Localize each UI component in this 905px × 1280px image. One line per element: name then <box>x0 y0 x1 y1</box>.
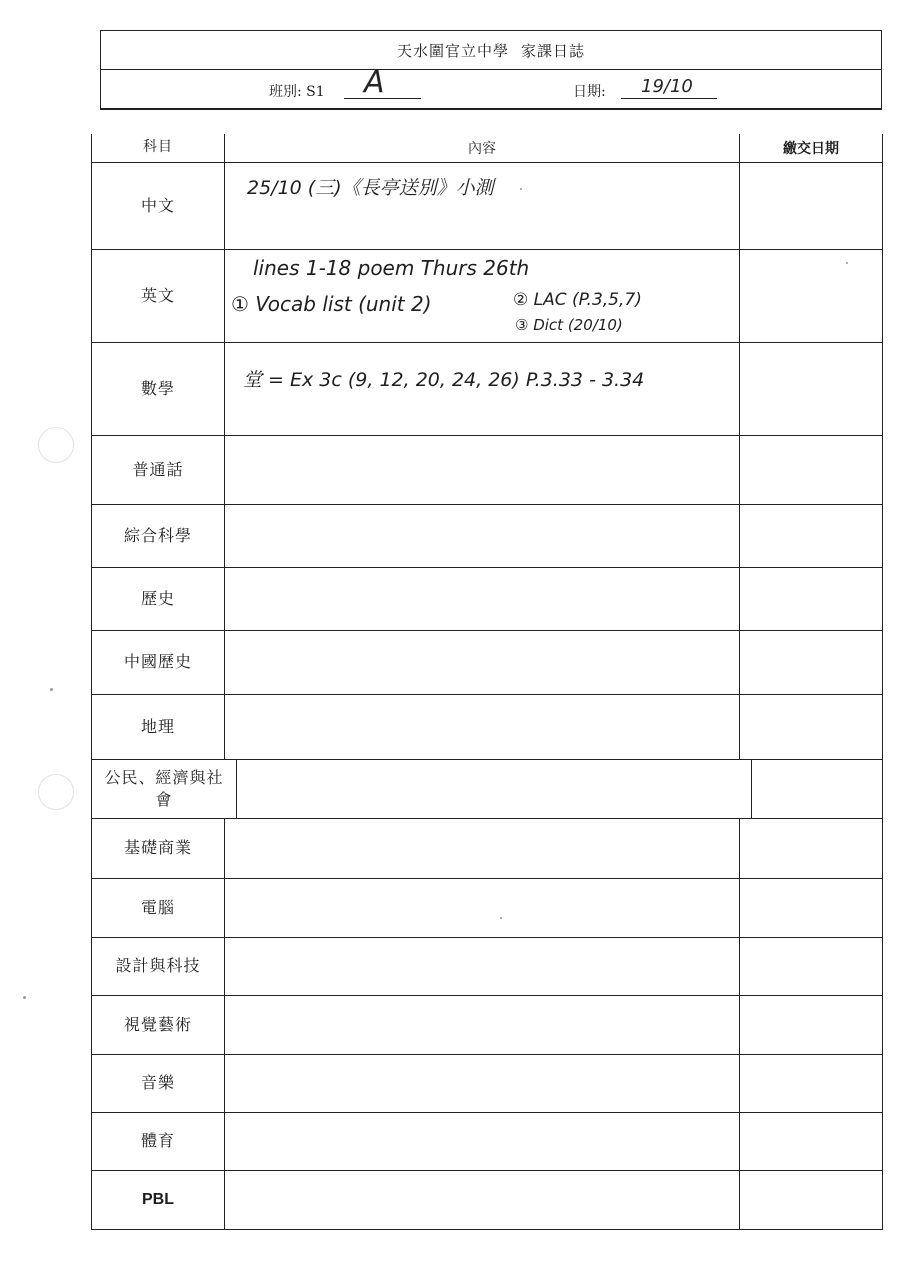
content-cell <box>225 695 740 759</box>
table-row-english <box>92 249 882 342</box>
table-row-history <box>92 567 882 630</box>
subject-cell: 中國歷史 <box>92 631 225 694</box>
due-date-cell <box>752 760 882 818</box>
content-cell <box>237 760 752 818</box>
content-cell <box>225 250 740 342</box>
table-row-visual-arts <box>92 995 882 1054</box>
due-date-cell <box>740 631 882 694</box>
due-date-cell <box>740 1171 882 1229</box>
handwritten-line: 25/10 (三)《長亭送別》小測 <box>247 177 494 199</box>
diary-title: 家課日誌 <box>521 41 586 60</box>
table-row-computer <box>92 878 882 937</box>
table-row-pbl <box>92 1170 882 1229</box>
content-cell <box>225 163 740 249</box>
subject-cell: PBL <box>92 1171 225 1229</box>
diary-header <box>100 30 882 110</box>
header-content: 內容 <box>225 134 740 162</box>
content-cell <box>225 1113 740 1170</box>
diary-title-row <box>101 31 881 70</box>
table-row-pe <box>92 1112 882 1170</box>
handwritten-line: ① Vocab list (unit 2) <box>231 292 432 316</box>
due-date-cell <box>740 1113 882 1170</box>
content-cell <box>225 996 740 1054</box>
class-label: 班別: S1 <box>269 84 325 100</box>
scan-speck <box>23 996 26 999</box>
subject-cell: 電腦 <box>92 879 225 937</box>
due-date-cell <box>740 1055 882 1112</box>
content-cell <box>225 819 740 878</box>
date-label: 日期: <box>573 84 606 100</box>
table-row-geography <box>92 694 882 759</box>
subject-cell: 中文 <box>92 163 225 249</box>
header-due-date: 繳交日期 <box>783 141 839 157</box>
subject-cell: 設計與科技 <box>92 938 225 995</box>
due-date-cell <box>740 436 882 504</box>
table-row-design-technology <box>92 937 882 995</box>
content-cell <box>225 631 740 694</box>
header-subject: 科目 <box>92 134 225 162</box>
content-cell <box>225 436 740 504</box>
subject-cell: 公民、經濟與社會 <box>92 760 237 818</box>
due-date-cell <box>740 879 882 937</box>
content-cell <box>225 1171 740 1229</box>
due-date-cell <box>740 163 882 249</box>
handwritten-line: ② LAC (P.3,5,7) <box>513 290 642 310</box>
due-date-cell <box>740 250 882 342</box>
handwritten-line: lines 1-18 poem Thurs 26th <box>253 256 530 280</box>
punch-hole-top <box>38 427 74 463</box>
table-row-math <box>92 342 882 435</box>
date-field <box>621 70 717 99</box>
table-row-citizenship <box>92 759 882 818</box>
class-value: A <box>364 65 385 100</box>
due-date-cell <box>740 819 882 878</box>
class-field <box>344 65 421 100</box>
due-date-cell <box>740 938 882 995</box>
handwritten-line: ③ Dict (20/10) <box>515 316 623 334</box>
content-cell <box>225 505 740 567</box>
due-date-cell <box>740 695 882 759</box>
school-name: 天水圍官立中學 <box>396 41 509 60</box>
handwritten-line: 堂 = Ex 3c (9, 12, 20, 24, 26) P.3.33 - 3.34 <box>243 369 645 391</box>
subject-cell: 歷史 <box>92 568 225 630</box>
scan-speck <box>50 688 53 691</box>
table-row-putonghua <box>92 435 882 504</box>
content-cell <box>225 879 740 937</box>
content-cell <box>225 938 740 995</box>
punch-hole-bottom <box>38 774 74 810</box>
table-row-chinese <box>92 162 882 249</box>
class-date-row <box>101 65 881 109</box>
date-value: 19/10 <box>641 76 693 97</box>
subject-cell: 普通話 <box>92 436 225 504</box>
table-header-row <box>92 134 882 162</box>
table-row-business <box>92 818 882 878</box>
table-row-chinese-history <box>92 630 882 694</box>
due-date-cell <box>740 343 882 435</box>
table-row-integrated-science <box>92 504 882 567</box>
due-date-cell <box>740 996 882 1054</box>
due-date-cell <box>740 505 882 567</box>
content-cell <box>225 568 740 630</box>
homework-table <box>91 134 883 1230</box>
content-cell <box>225 343 740 435</box>
subject-cell: 地理 <box>92 695 225 759</box>
content-cell <box>225 1055 740 1112</box>
subject-cell: 數學 <box>92 343 225 435</box>
subject-cell: 基礎商業 <box>92 819 225 878</box>
subject-cell: 綜合科學 <box>92 505 225 567</box>
subject-cell: 音樂 <box>92 1055 225 1112</box>
table-row-music <box>92 1054 882 1112</box>
due-date-cell <box>740 568 882 630</box>
subject-cell: 體育 <box>92 1113 225 1170</box>
subject-cell: 英文 <box>92 250 225 342</box>
subject-cell: 視覺藝術 <box>92 996 225 1054</box>
